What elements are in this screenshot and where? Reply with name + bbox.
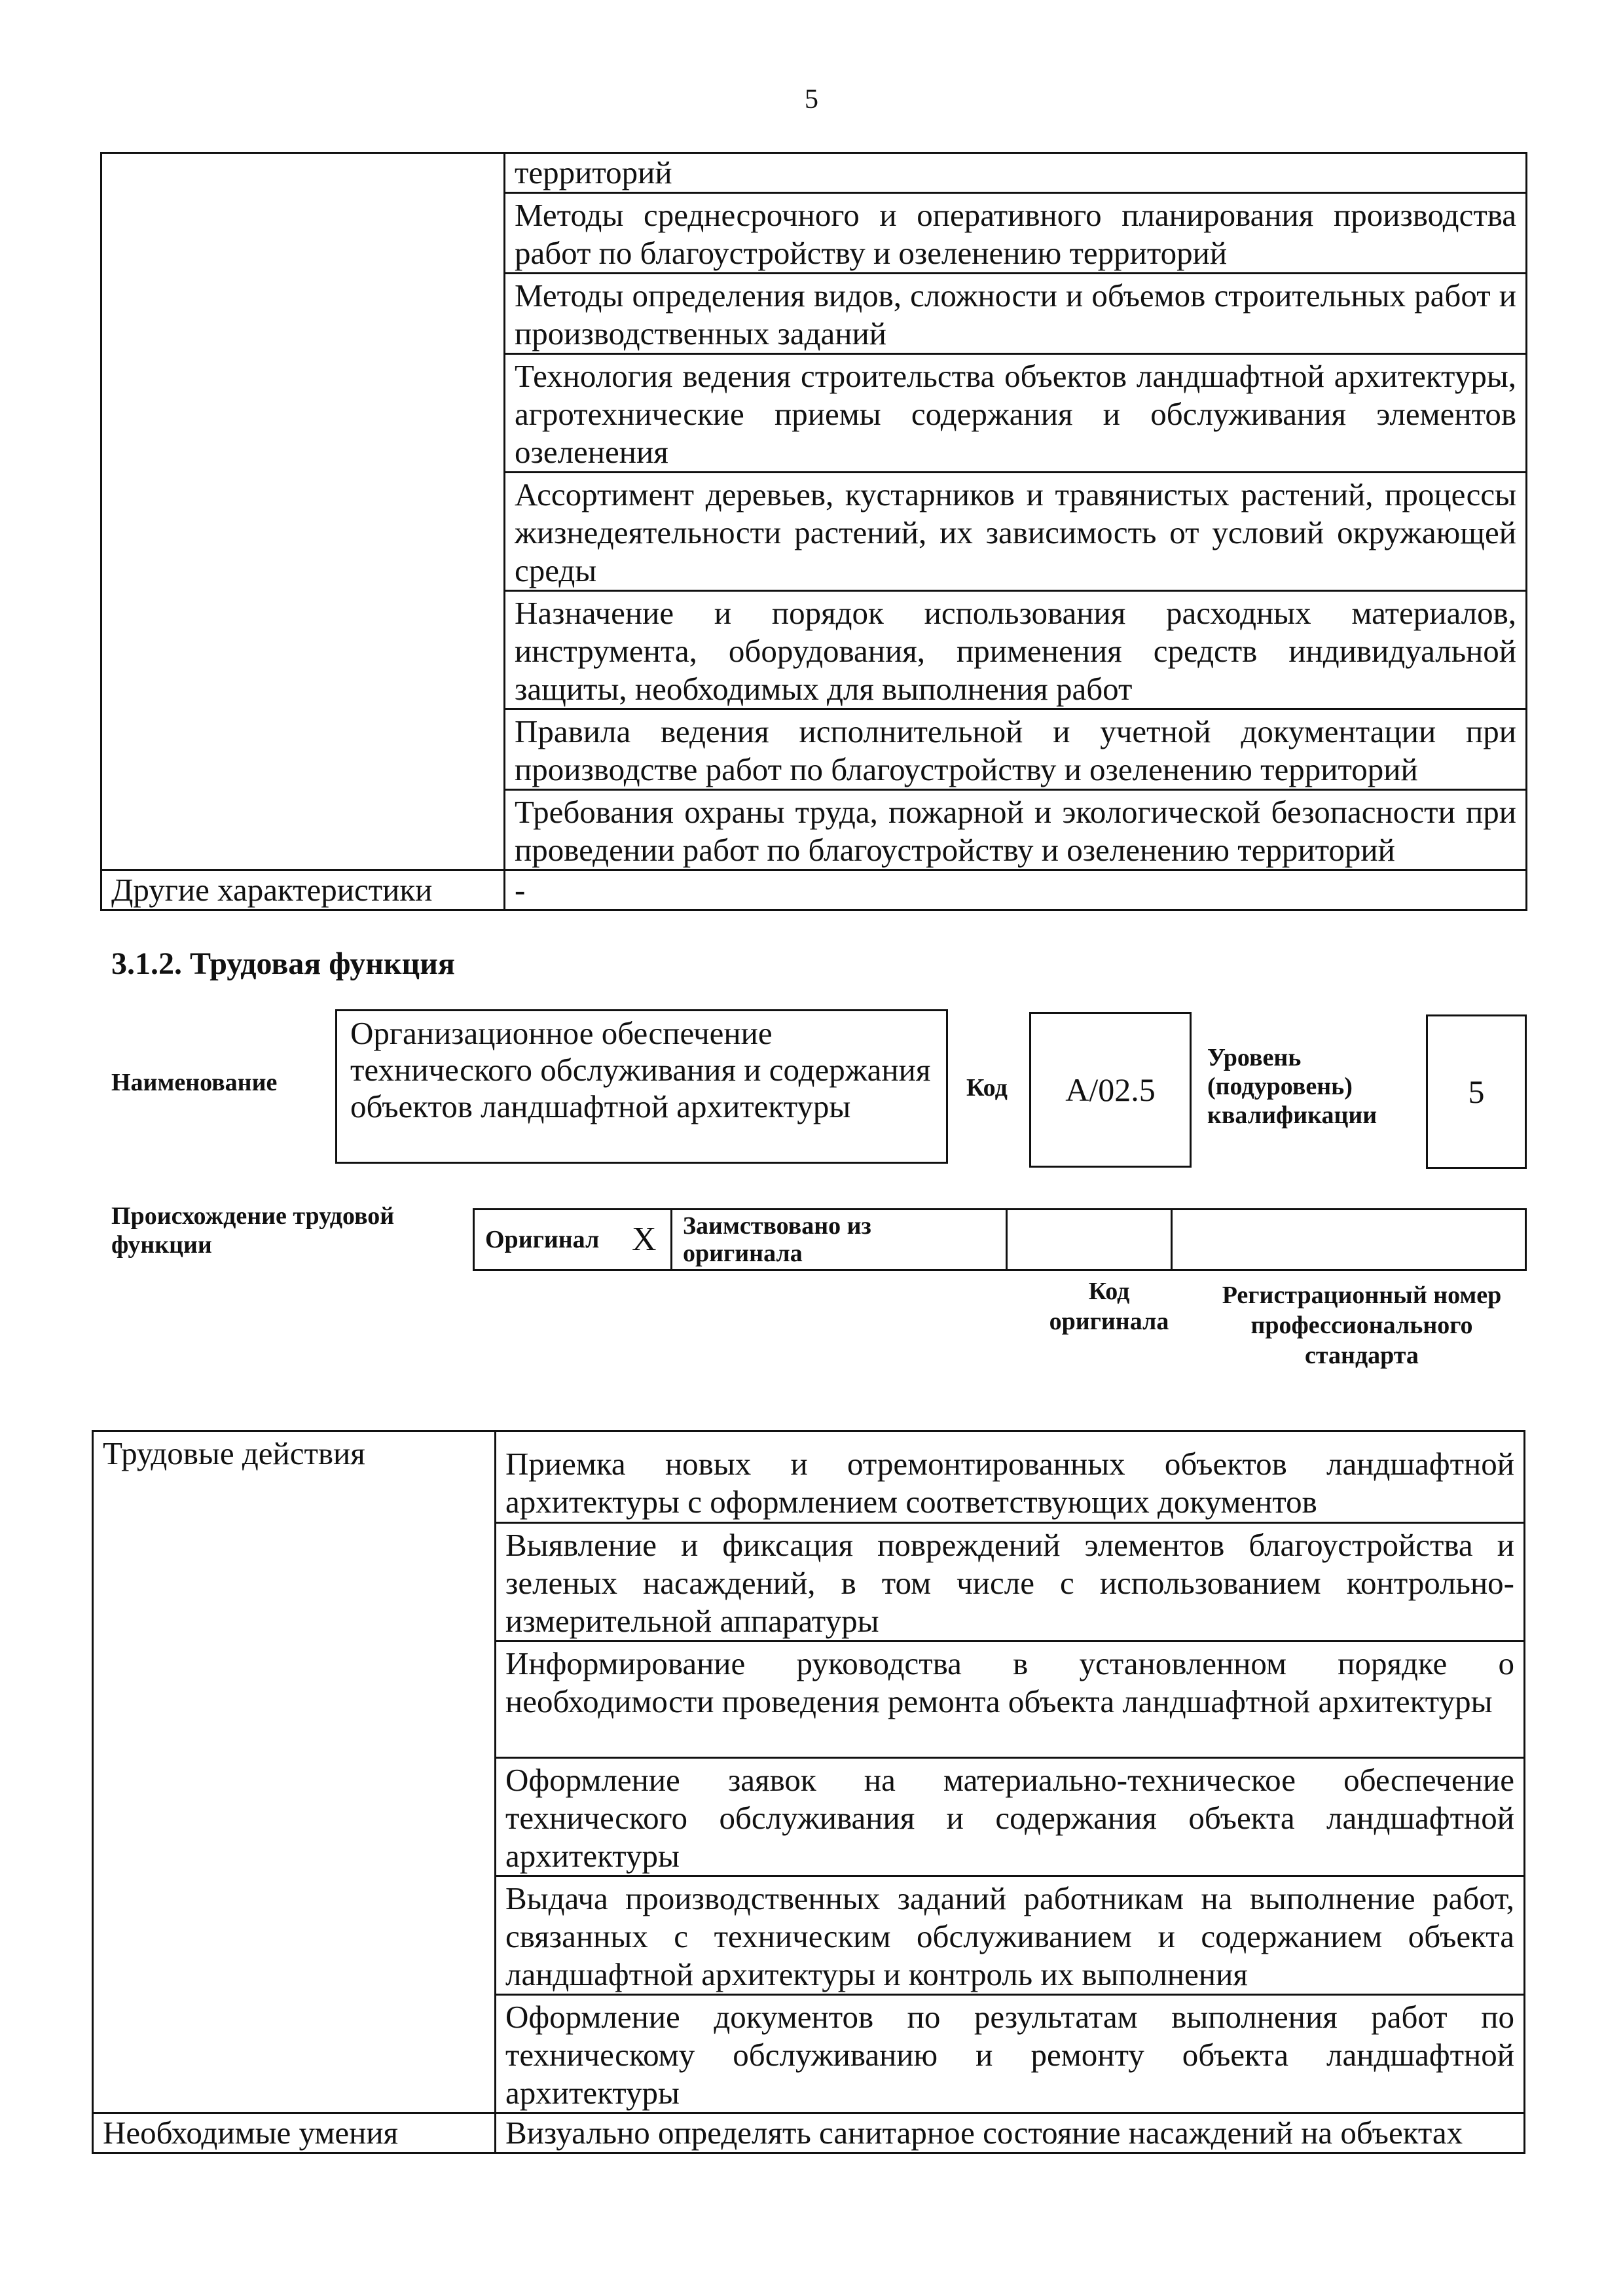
knowledge-row: Правила ведения исполнительной и учетной документации при производстве работ по благоустройству и озеленению территорий [505, 709, 1527, 790]
code-box [1029, 1012, 1192, 1168]
reg-number-caption: Регистрационный номер профессионального стандарта [1222, 1282, 1502, 1369]
other-characteristics-value: - [505, 870, 1527, 910]
code-label: Код [966, 1074, 1008, 1102]
action-row: Выдача производственных заданий работникам на выполнение работ, связанных с техническим обслуживанием и содержанием объекта ландшафтной архитектуры и контроль их выполнения [496, 1876, 1525, 1995]
actions-table [92, 1430, 1525, 2154]
origin-table [473, 1208, 1527, 1271]
knowledge-row: Технология ведения строительства объектов ландшафтной архитектуры, агротехнические приемы содержания и обслуживания элементов озеленения [505, 354, 1527, 473]
knowledge-row: Назначение и порядок использования расходных материалов, инструмента, оборудования, применения средств индивидуальной защиты, необходимых для выполнения работ [505, 591, 1527, 709]
original-mark: X [618, 1210, 672, 1270]
borrowed-label: Заимствовано из оригинала [672, 1210, 1007, 1270]
action-row: Выявление и фиксация повреждений элементов благоустройства и зеленых насаждений, в том числе с использованием контрольно-измерительной аппаратуры [496, 1523, 1525, 1641]
skill-row: Визуально определять санитарное состояние насаждений на объектах [496, 2113, 1525, 2153]
original-label: Оригинал [474, 1210, 618, 1270]
knowledge-label-cell [101, 153, 505, 870]
function-name-box [335, 1009, 948, 1164]
knowledge-row: Методы среднесрочного и оперативного планирования производства работ по благоустройству и озеленению территорий [505, 193, 1527, 274]
knowledge-row: Требования охраны труда, пожарной и экологической безопасности при проведении работ по благоустройству и озеленению территорий [505, 790, 1527, 870]
knowledge-row: Методы определения видов, сложности и объемов строительных работ и производственных заданий [505, 274, 1527, 354]
action-row: Оформление заявок на материально-техническое обеспечение технического обслуживания и содержания объекта ландшафтной архитектуры [496, 1758, 1525, 1876]
knowledge-row: Ассортимент деревьев, кустарников и травянистых растений, процессы жизнедеятельности растений, их зависимость от условий окружающей среды [505, 473, 1527, 591]
page-number: 5 [805, 84, 818, 115]
actions-label: Трудовые действия [93, 1431, 496, 2113]
function-name: Организационное обеспечение технического обслуживания и содержания объектов ландшафтной архитектуры [350, 1015, 931, 1124]
action-row: Оформление документов по результатам выполнения работ по техническому обслуживанию и ремонту объекта ландшафтной архитектуры [496, 1995, 1525, 2113]
code-original-cell [1007, 1210, 1172, 1270]
reg-number-cell [1172, 1210, 1526, 1270]
knowledge-row: территорий [505, 153, 1527, 193]
level-value: 5 [1468, 1073, 1485, 1110]
code-original-caption: Код оригинала [1049, 1278, 1169, 1335]
level-label: Уровень (подуровень) квалификации [1207, 1044, 1377, 1129]
section-heading: 3.1.2. Трудовая функция [111, 946, 455, 981]
other-characteristics-label: Другие характеристики [101, 870, 505, 910]
name-label: Наименование [111, 1069, 278, 1096]
action-row: Информирование руководства в установленном порядке о необходимости проведения ремонта объекта ландшафтной архитектуры [496, 1641, 1525, 1758]
action-row: Приемка новых и отремонтированных объектов ландшафтной архитектуры с оформлением соответствующих документов [496, 1431, 1525, 1523]
skills-label: Необходимые умения [93, 2113, 496, 2153]
code-value: A/02.5 [1065, 1071, 1156, 1108]
knowledge-table [100, 152, 1527, 911]
origin-label: Происхождение трудовой функции [111, 1202, 395, 1259]
level-box [1426, 1014, 1527, 1169]
